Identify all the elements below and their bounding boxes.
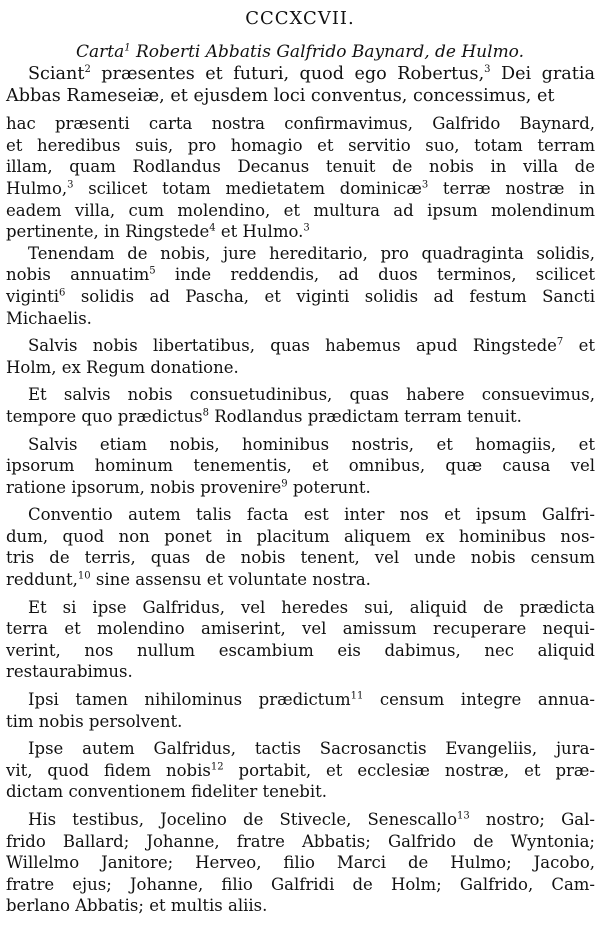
footnote-marker: 3	[421, 179, 429, 191]
footnote-marker: 3	[484, 64, 491, 76]
text-line	[6, 86, 595, 108]
text-segment: Michaelis.	[6, 308, 92, 328]
text-segment: dum, quod non ponet in placitum aliquem ex hominibus nos-	[6, 526, 595, 546]
text-segment: nobis annuatim	[6, 265, 150, 285]
footnote-marker: 5	[149, 265, 156, 277]
text-segment: sine assensu et voluntate nostra.	[90, 570, 371, 590]
text-line	[6, 689, 595, 711]
text-segment: tim nobis persolvent.	[6, 711, 183, 731]
text-line	[6, 781, 595, 803]
paragraph	[6, 335, 595, 378]
text-line	[6, 156, 595, 178]
footnote-marker: 3	[67, 179, 74, 191]
text-segment: nostro; Gal-	[469, 810, 595, 829]
paragraph	[6, 243, 595, 329]
text-segment: pertinente, in Ringstede	[6, 222, 210, 242]
text-line	[6, 831, 595, 853]
paragraph	[6, 384, 595, 427]
text-line	[6, 477, 595, 499]
text-line	[6, 178, 595, 200]
paragraph	[6, 434, 595, 499]
paragraph	[6, 809, 595, 917]
text-segment: Sciant	[28, 64, 85, 84]
paragraph	[6, 689, 595, 732]
paragraph	[6, 64, 595, 107]
title-prefix: Carta	[75, 42, 125, 62]
text-segment: inde reddendis, ad duos terminos, scilicet	[155, 265, 595, 285]
text-line	[6, 526, 595, 548]
text-segment: Hulmo,	[6, 178, 68, 198]
text-line	[6, 711, 595, 733]
text-line	[6, 569, 595, 591]
text-segment: poterunt.	[287, 477, 371, 497]
text-line	[6, 286, 595, 308]
text-line	[6, 200, 595, 222]
footnote-marker: 9	[281, 478, 288, 490]
text-segment: reddunt,	[6, 570, 78, 590]
text-segment: Holm, ex Regum donatione.	[6, 357, 239, 377]
text-line	[6, 760, 595, 782]
text-line	[6, 809, 595, 831]
text-segment: Salvis nobis libertatibus, quas habemus apud Ringstede	[28, 336, 557, 356]
text-segment: vit, quod fidem nobis	[6, 760, 211, 780]
text-segment: fratre ejus; Johanne, filio Galfridi de Holm; Galfrido, Cam-	[6, 874, 595, 894]
text-segment: illam, quam Rodlandus Decanus tenuit de nobis in villa de	[6, 157, 595, 177]
footnote-marker: 11	[350, 690, 364, 702]
text-segment: Willelmo Janitore; Herveo, filio Marci de Hulmo; Jacobo,	[6, 853, 595, 873]
text-segment: dictam conventionem fideliter tenebit.	[6, 782, 327, 802]
text-segment: terræ nostræ in	[428, 178, 595, 198]
footnote-marker: 1	[124, 42, 131, 54]
charter-title	[0, 42, 600, 66]
text-segment: censum integre annua-	[363, 690, 595, 710]
text-line	[6, 308, 595, 330]
text-line	[6, 504, 595, 526]
text-line	[6, 113, 595, 135]
footnote-marker: 7	[556, 336, 564, 348]
text-segment: His testibus, Jocelino de Stivecle, Senescallo	[28, 810, 457, 829]
footnote-marker: 12	[210, 761, 224, 773]
text-line	[6, 597, 595, 619]
paragraph	[6, 597, 595, 683]
text-line	[6, 455, 595, 477]
text-line	[6, 895, 595, 917]
footnote-marker: 6	[58, 287, 66, 299]
text-segment: et heredibus suis, pro homagio et servitio suo, totam terram	[6, 135, 595, 155]
text-segment: berlano Abbatis; et multis aliis.	[6, 896, 268, 916]
text-line	[6, 406, 595, 428]
text-line	[6, 221, 595, 243]
text-segment: Salvis etiam nobis, hominibus nostris, et homagiis, et	[28, 434, 595, 454]
text-line	[6, 547, 595, 569]
paragraph	[6, 738, 595, 803]
text-segment: Tenendam de nobis, jure hereditario, pro quadraginta solidis,	[28, 243, 595, 263]
text-segment: scilicet totam medietatem dominicæ	[73, 178, 422, 198]
text-segment: Et salvis nobis consuetudinibus, quas habere consuevimus,	[28, 385, 595, 405]
footnote-marker: 4	[209, 222, 216, 234]
text-line	[6, 384, 595, 406]
footnote-marker: 2	[84, 64, 91, 76]
text-segment: portabit, et ecclesiæ nostræ, et præ-	[223, 760, 595, 780]
text-line	[6, 243, 595, 265]
footnote-marker: 3	[303, 222, 310, 234]
text-line	[6, 264, 595, 286]
text-segment: Ipsi tamen nihilominus prædictum	[28, 690, 351, 710]
footnote-marker: 8	[202, 407, 209, 419]
text-line	[6, 640, 595, 662]
text-segment: præsentes et futuri, quod ego Robertus,	[90, 64, 485, 84]
paragraph	[6, 113, 595, 243]
footnote-marker: 10	[77, 570, 91, 582]
text-line	[6, 852, 595, 874]
text-segment: Ipse autem Galfridus, tactis Sacrosanctis Evangeliis, jura-	[28, 739, 595, 759]
text-segment: terra et molendino amiserint, vel amissum recuperare nequi-	[6, 619, 595, 639]
text-line	[6, 738, 595, 760]
text-segment: Rodlandus prædictam terram tenuit.	[208, 406, 522, 426]
text-line	[6, 335, 595, 357]
charter-number: CCCXCVII.	[245, 8, 355, 29]
text-line	[6, 135, 595, 157]
footnote-marker: 13	[457, 810, 470, 822]
text-segment: Abbas Rameseiæ, et ejusdem loci conventus, concessimus, et	[6, 85, 555, 106]
text-line	[6, 661, 595, 683]
text-segment: restaurabimus.	[6, 662, 133, 682]
text-line	[6, 874, 595, 896]
text-line	[6, 434, 595, 456]
text-line	[6, 64, 595, 86]
text-segment: viginti	[6, 286, 59, 306]
text-segment: ratione ipsorum, nobis provenire	[6, 477, 282, 497]
text-segment: eadem villa, cum molendino, et multura ad ipsum molendinum	[6, 200, 595, 220]
charter-body	[6, 64, 595, 917]
text-segment: et	[563, 336, 595, 356]
text-segment: verint, nos nullum escambium eis dabimus, nec aliquid	[6, 640, 595, 660]
text-segment: ipsorum hominum tenementis, et omnibus, quæ causa vel	[6, 456, 595, 476]
text-segment: Et si ipse Galfridus, vel heredes sui, aliquid de prædicta	[28, 597, 595, 617]
title-rest: Roberti Abbatis Galfrido Baynard, de Hulmo.	[130, 42, 525, 62]
text-segment: solidis ad Pascha, et viginti solidis ad festum Sancti	[65, 286, 595, 306]
text-segment: tempore quo prædictus	[6, 406, 203, 426]
text-segment: Conventio autem talis facta est inter nos et ipsum Galfri-	[28, 505, 595, 525]
text-segment: tris de terris, quas de nobis tenent, vel unde nobis censum	[6, 548, 595, 568]
text-segment: Dei gratia	[490, 64, 595, 84]
text-segment: hac præsenti carta nostra confirmavimus, Galfrido Baynard,	[6, 114, 595, 134]
paragraph	[6, 504, 595, 590]
text-segment: et Hulmo.	[215, 222, 304, 242]
text-line	[6, 357, 595, 379]
text-line	[6, 618, 595, 640]
text-segment: frido Ballard; Johanne, fratre Abbatis; Galfrido de Wyntonia;	[6, 831, 595, 851]
